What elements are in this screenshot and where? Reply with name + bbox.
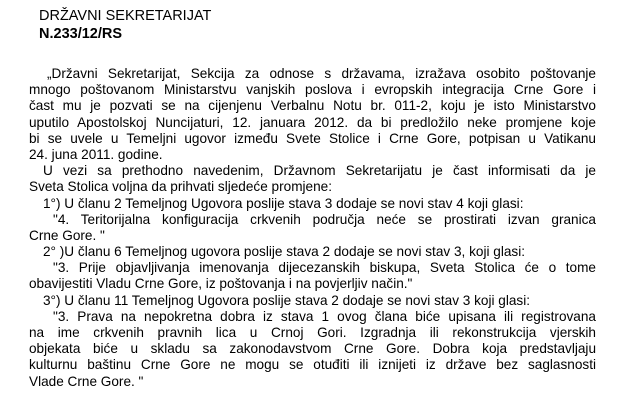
amendment-text: "3. Prije objavljivanja imenovanja dijecezanskih biskupa, Sveta Stolica će o tome bbox=[53, 260, 596, 276]
amendment-text: Vlade Crne Gore. " bbox=[29, 373, 144, 389]
document-heading-title: DRŽAVNI SEKRETARIJAT bbox=[39, 8, 212, 24]
amendment-text: objekata biće u skladu sa zakonodavstvom Crne Gore. Dobra koja predstavljaju bbox=[29, 341, 596, 357]
body-line: Sveta Stolica voljna da prihvati sljedeće promjene: bbox=[29, 179, 333, 195]
body-line: 24. juna 2011. godine. bbox=[29, 146, 163, 162]
body-line: U vezi sa prethodno navedenim, Državnom Sekretarijatu je čast informisati da je bbox=[43, 163, 596, 179]
amendment-heading: 3°) U članu 11 Temeljnog Ugovora poslije stava 2 dodaje se novi stav 3 koji glasi: bbox=[43, 292, 531, 308]
amendment-heading: 1°) U članu 2 Temeljnog Ugovora poslije stava 3 dodaje se novi stav 4 koji glasi: bbox=[43, 195, 524, 211]
amendment-heading: 2° )U članu 6 Temeljnog ugovora poslije stava 2 dodaje se novi stav 3, koji glasi: bbox=[43, 244, 525, 260]
amendment-text: "3. Prava na nepokretna dobra iz stava 1 ovog člana biće upisana ili registrovana bbox=[53, 308, 596, 324]
document-reference-number: N.233/12/RS bbox=[39, 26, 123, 42]
body-line: „Državni Sekretarijat, Sekcija za odnose s državama, izražava osobito poštovanje bbox=[47, 66, 596, 81]
amendment-text: obavijestiti Vladu Crne Gore, iz poštovanja i na povjerljiv način." bbox=[29, 276, 413, 292]
amendment-text: Crne Gore. " bbox=[29, 227, 105, 243]
body-line: bi se uvele u Temeljni ugovor između Svete Stolice i Crne Gore, potpisan u Vatikanu bbox=[29, 130, 596, 146]
amendment-text: na ime crkvenih pravnih lica u Crnoj Gori. Izgradnja ili rekonstrukcija vjerskih bbox=[29, 325, 596, 340]
body-line: mnogo poštovanom Ministarstvu vanjskih poslova i evropskih integracija Crne Gore i bbox=[29, 82, 596, 98]
body-line: uputilo Apostolskoj Nuncijaturi, 12. januara 2012. da bi predložilo neke promjene koje bbox=[29, 114, 596, 130]
body-line: čast mu je pozvati se na cijenjenu Verbalnu Notu br. 011-2, koju je isto Ministarstvo bbox=[29, 98, 596, 114]
amendment-text: "4. Teritorijalna konfiguracija crkvenih područja neće se prostirati izvan granica bbox=[53, 211, 596, 227]
document-body bbox=[29, 66, 596, 390]
amendment-text: kulturnu baštinu Crne Gore ne mogu se otuđiti ili iznijeti iz države bez saglasnosti bbox=[29, 357, 596, 373]
